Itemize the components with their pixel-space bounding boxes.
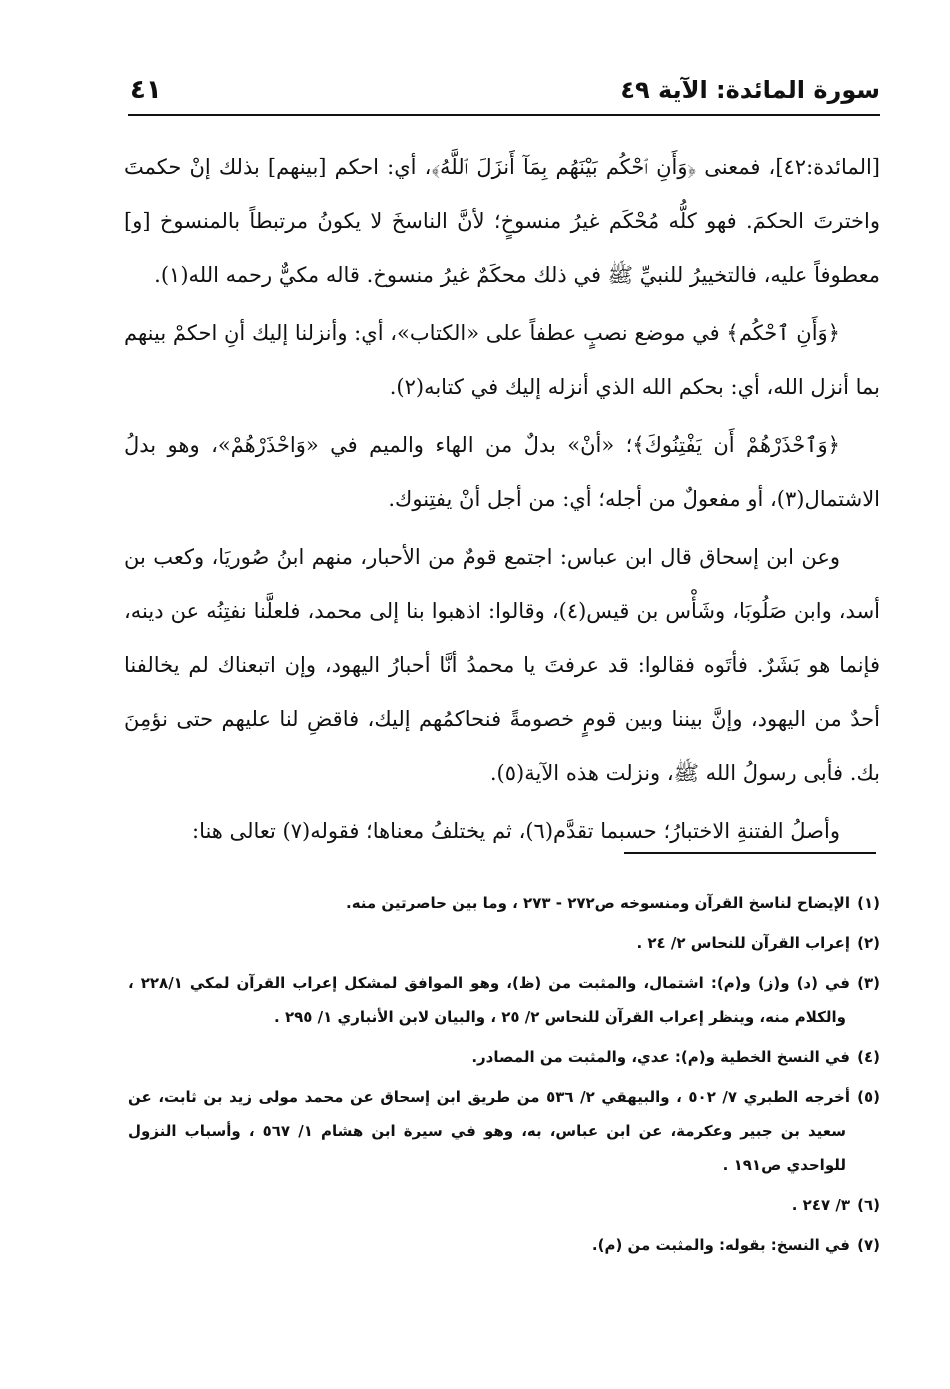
footnote-4 — [128, 1040, 880, 1074]
footnote-text: أخرجه الطبري ٧/ ٥٠٢ ، والبيهقي ٢/ ٥٣٦ من طريق ابن إسحاق عن محمد مولى زيد بن ثابت، عن سعيد بن جبير وعكرمة، عن ابن عباس، به، وهو في سيرة ابن هشام ١/ ٥٦٧ ، وأسباب النزول للواحدي ص١٩١ . — [128, 1088, 850, 1174]
header-rule — [128, 114, 880, 116]
paragraph-1: [المائدة:٤٢]، فمعنى ﴿وَأَنِ ٱحْكُم بَيْنَهُم بِمَآ أَنزَلَ ٱللَّهُ﴾، أي: احكم [بينهم] بذلك إنْ حكمتَ واخترتَ الحكمَ. فهو كلُّه مُحْكَم غيرُ منسوخٍ؛ لأنَّ الناسخَ لا يكونُ مرتبطاً بالمنسوخ [و] معطوفاً عليه، فالتخييرُ للنبيِّ ﷺ في ذلك محكَمٌ غيرُ منسوخ. قاله مكيٌّ رحمه الله(١). — [124, 155, 880, 287]
paragraph-3: ﴿وَٱحْذَرْهُمْ أَن يَفْتِنُوكَ﴾؛ «أنْ» بدلٌ من الهاء والميم في «وَاحْذَرْهُمْ»، وهو بدلُ الاشتمال(٣)، أو مفعولٌ من أجله؛ أي: من أجل أنْ يفتِنوك. — [124, 433, 880, 511]
page-number: ٤١ — [130, 75, 162, 105]
paragraph-4: وعن ابن إسحاق قال ابن عباس: اجتمع قومٌ من الأحبار، منهم ابنُ صُوريَا، وكعب بن أسد، وابن صَلُوبَا، وشَأْس بن قيس(٤)، وقالوا: اذهبوا بنا إلى محمد، فلعلَّنا نفتِنُه عن دينه، فإنما هو بَشَرٌ. فأتَوه فقالوا: قد عرفتَ يا محمدُ أنَّا أحبارُ اليهود، وإن اتبعناك لم يخالفنا أحدٌ من اليهود، وإنَّ بيننا وبين قومٍ خصومةً فنحاكمُهم إليك، فاقضِ لنا عليهم حتى نؤمِنَ بك. فأبى رسولُ الله ﷺ، ونزلت هذه الآية(٥). — [124, 545, 881, 785]
footnote-text: في (د) و(ز) و(م): اشتمال، والمثبت من (ظ)، وهو الموافق لمشكل إعراب القرآن لمكي ٢٢٨/١ ، والكلام منه، وينظر إعراب القرآن للنحاس ٢/ ٢٥ ، والبيان لابن الأنباري ١/ ٢٩٥ . — [128, 974, 851, 1026]
footnote-text: ٣/ ٢٤٧ . — [791, 1196, 850, 1214]
running-title: سورة المائدة: الآية ٤٩ — [620, 76, 880, 104]
footnote-number: (٧) — [857, 1236, 880, 1254]
footnote-number: (٥) — [857, 1088, 880, 1106]
footnote-number: (٢) — [857, 934, 880, 952]
page-header — [128, 70, 880, 116]
footnotes — [128, 886, 880, 1268]
footnote-3 — [128, 966, 880, 1034]
footnote-2 — [128, 926, 880, 960]
footnote-1 — [128, 886, 880, 920]
footnote-text: في النسخ الخطية و(م): عدي، والمثبت من المصادر. — [471, 1048, 850, 1066]
footnote-number: (٣) — [857, 974, 881, 992]
footnote-number: (٤) — [857, 1048, 880, 1066]
footnote-separator — [624, 852, 876, 854]
footnote-7 — [128, 1228, 880, 1262]
footnote-text: في النسخ: بقوله: والمثبت من (م). — [591, 1236, 850, 1254]
footnote-number: (٦) — [857, 1196, 880, 1214]
paragraph-2: ﴿وَأَنِ ٱحْكُم﴾ في موضع نصبٍ عطفاً على «الكتاب»، أي: وأنزلنا إليك أنِ احكمْ بينهم بما أنزل الله، أي: بحكم الله الذي أنزله إليك في كتابه(٢). — [124, 321, 880, 399]
paragraph-5: وأصلُ الفتنةِ الاختبارُ؛ حسبما تقدَّم(٦)، ثم يختلفُ معناها؛ فقوله(٧) تعالى هنا: — [192, 819, 840, 843]
footnote-text: إعراب القرآن للنحاس ٢/ ٢٤ . — [636, 934, 850, 952]
main-text — [124, 140, 880, 858]
footnote-text: الإيضاح لناسخ القرآن ومنسوخه ص٢٧٢ - ٢٧٣ ، وما بين حاصرتين منه. — [346, 894, 850, 912]
footnote-number: (١) — [857, 894, 880, 912]
footnote-6 — [128, 1188, 880, 1222]
footnote-5 — [128, 1080, 880, 1182]
